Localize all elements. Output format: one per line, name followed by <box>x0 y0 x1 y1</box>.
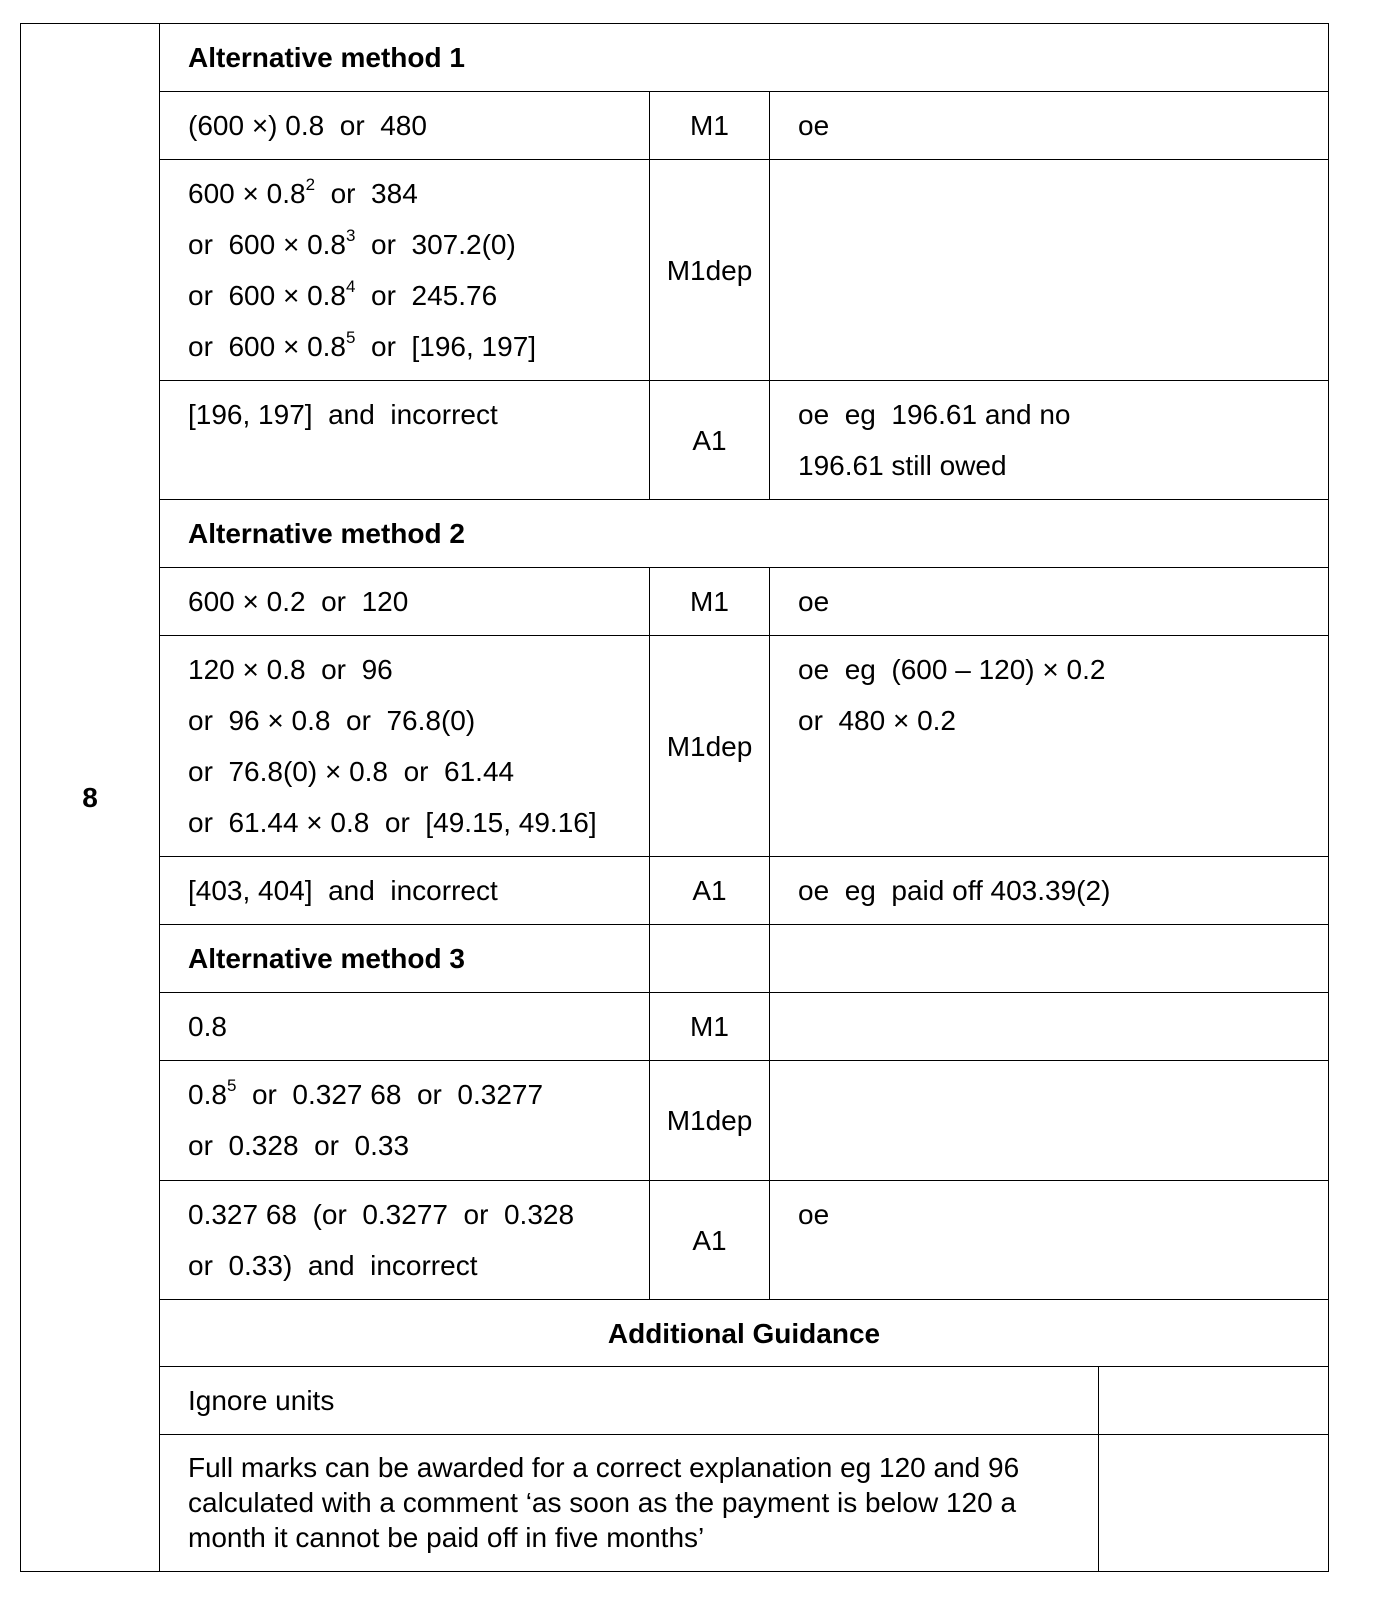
method-3-heading: Alternative method 3 <box>160 925 650 993</box>
method-3-comment-2 <box>770 1061 1329 1181</box>
method-2-answer-3: [403, 404] and incorrect <box>160 857 650 925</box>
method-1-mark-1: M1 <box>650 92 770 160</box>
method-2-mark-2: M1dep <box>650 636 770 857</box>
method-3-comment-1 <box>770 993 1329 1061</box>
method-1-mark-2: M1dep <box>650 160 770 381</box>
method-3-answer-3: 0.327 68 (or 0.3277 or 0.328 or 0.33) and incorrect <box>160 1181 650 1300</box>
mark-scheme-table <box>20 23 1329 1572</box>
method-2-mark-1: M1 <box>650 568 770 636</box>
method-2-answer-2: 120 × 0.8 or 96 or 96 × 0.8 or 76.8(0) or 76.8(0) × 0.8 or 61.44 or 61.44 × 0.8 or [49.15, 49.16] <box>160 636 650 857</box>
method-3-mark-1: M1 <box>650 993 770 1061</box>
guidance-marks-1 <box>1099 1367 1329 1435</box>
method-3-heading-mark-cell <box>650 925 770 993</box>
method-1-answer-2: $600 \times 0.8^2$ or 384 or $600 \times 0.8^3$ or 307.2(0) or $600 \times 0.8^4$ or 245.76 or $600 \times 0.8^5$ or [196, 197] <box>160 160 650 381</box>
method-3-heading-comment-cell <box>770 925 1329 993</box>
method-3-mark-2: M1dep <box>650 1061 770 1181</box>
method-2-mark-3: A1 <box>650 857 770 925</box>
method-1-answer-1: (600 ×) 0.8 or 480 <box>160 92 650 160</box>
question-number: 8 <box>21 24 160 1572</box>
method-1-answer-3: [196, 197] and incorrect <box>160 381 650 500</box>
method-2-heading: Alternative method 2 <box>160 500 1329 568</box>
method-2-comment-3: oe eg paid off 403.39(2) <box>770 857 1329 925</box>
guidance-marks-2 <box>1099 1435 1329 1572</box>
method-3-comment-3: oe <box>770 1181 1329 1300</box>
method-1-comment-2 <box>770 160 1329 381</box>
method-3-mark-3: A1 <box>650 1181 770 1300</box>
method-3-answer-2: $0.8^5$ or 0.327 68 or 0.3277 or 0.328 or 0.33 <box>160 1061 650 1181</box>
method-1-heading: Alternative method 1 <box>160 24 1329 92</box>
guidance-text-1: Ignore units <box>160 1367 1099 1435</box>
method-3-answer-1: 0.8 <box>160 993 650 1061</box>
guidance-text-2: Full marks can be awarded for a correct explanation eg 120 and 96 calculated with a comment ‘as soon as the payment is below 120 a month it cannot be paid off in five months’ <box>160 1435 1099 1572</box>
method-1-comment-3: oe eg 196.61 and no 196.61 still owed <box>770 381 1329 500</box>
method-2-answer-1: 600 × 0.2 or 120 <box>160 568 650 636</box>
method-2-comment-1: oe <box>770 568 1329 636</box>
method-1-mark-3: A1 <box>650 381 770 500</box>
additional-guidance-heading: Additional Guidance <box>160 1300 1329 1367</box>
method-1-comment-1: oe <box>770 92 1329 160</box>
method-2-comment-2: oe eg (600 – 120) × 0.2 or 480 × 0.2 <box>770 636 1329 857</box>
